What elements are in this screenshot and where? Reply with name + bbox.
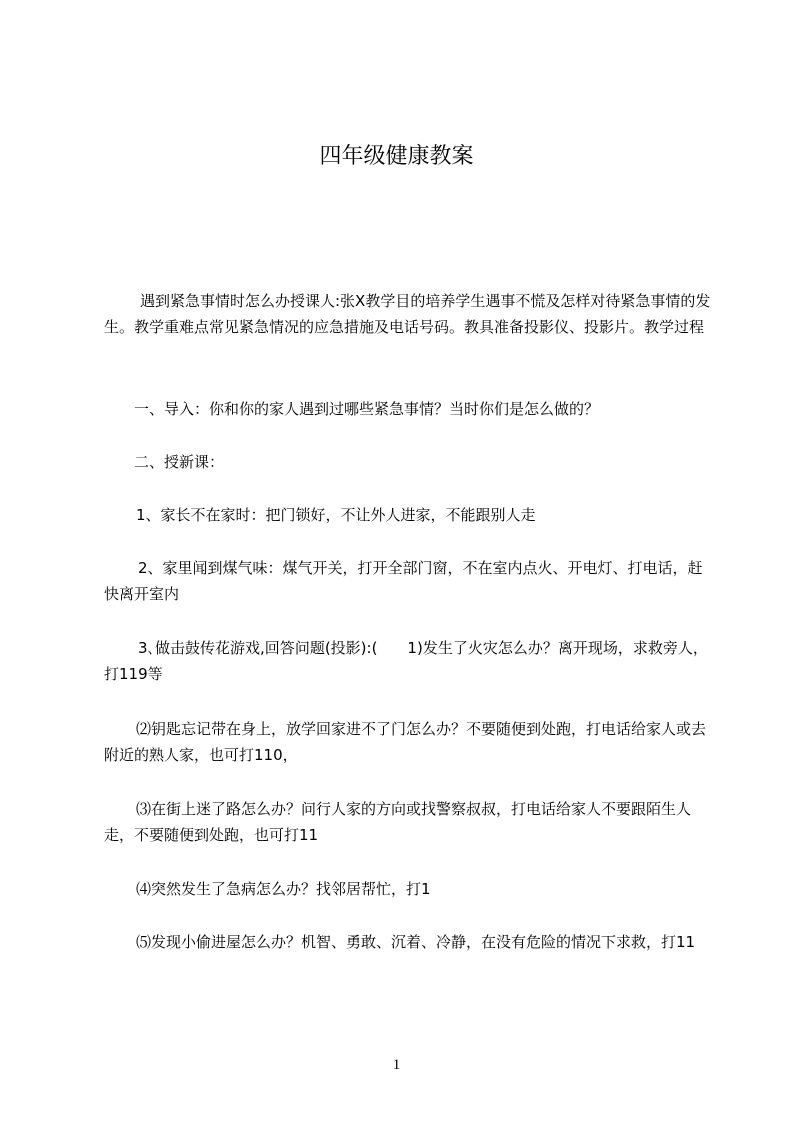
item-lost-on-street: ⑶在街上迷了路怎么办？问行人家的方向或找警察叔叔，打电话给家人不要跟陌生人走，不要随便到处跑，也可打11 xyxy=(104,800,692,844)
item-game-fire: 3､做击鼓传花游戏,回答问题(投影):( 1)发生了火灾怎么办？离开现场，求救旁人，打119等 xyxy=(104,639,708,683)
section-new-lesson: 二、授新课： xyxy=(134,453,225,471)
page-number: 1 xyxy=(392,1057,401,1073)
item-thief: ⑸发现小偷进屋怎么办？机智、勇敢、沉着、冷静，在没有危险的情况下求救，打11 xyxy=(136,933,696,951)
intro-paragraph: 遇到紧急事情时怎么办授课人:张X教学目的培养学生遇事不慌及怎样对待紧急事情的发生。教学重难点常见紧急情况的应急措施及电话号码。教具准备投影仪、投影片。教学过程 xyxy=(104,292,711,336)
item-gas-smell: 2、家里闻到煤气味：煤气开关，打开全部门窗，不在室内点火、开电灯、打电话，赶快离开室内 xyxy=(104,559,703,603)
item-parents-away: 1、家长不在家时：把门锁好，不让外人进家，不能跟别人走 xyxy=(136,506,536,524)
item-forgot-keys: ⑵钥匙忘记带在身上，放学回家进不了门怎么办？不要随便到处跑，打电话给家人或去附近的熟人家，也可打110， xyxy=(104,720,707,764)
document-title: 四年级健康教案 xyxy=(319,144,474,169)
item-sudden-illness: ⑷突然发生了急病怎么办？找邻居帮忙，打1 xyxy=(136,880,431,898)
section-lead-in: 一、导入：你和你的家人遇到过哪些紧急事情？当时你们是怎么做的？ xyxy=(134,400,600,418)
